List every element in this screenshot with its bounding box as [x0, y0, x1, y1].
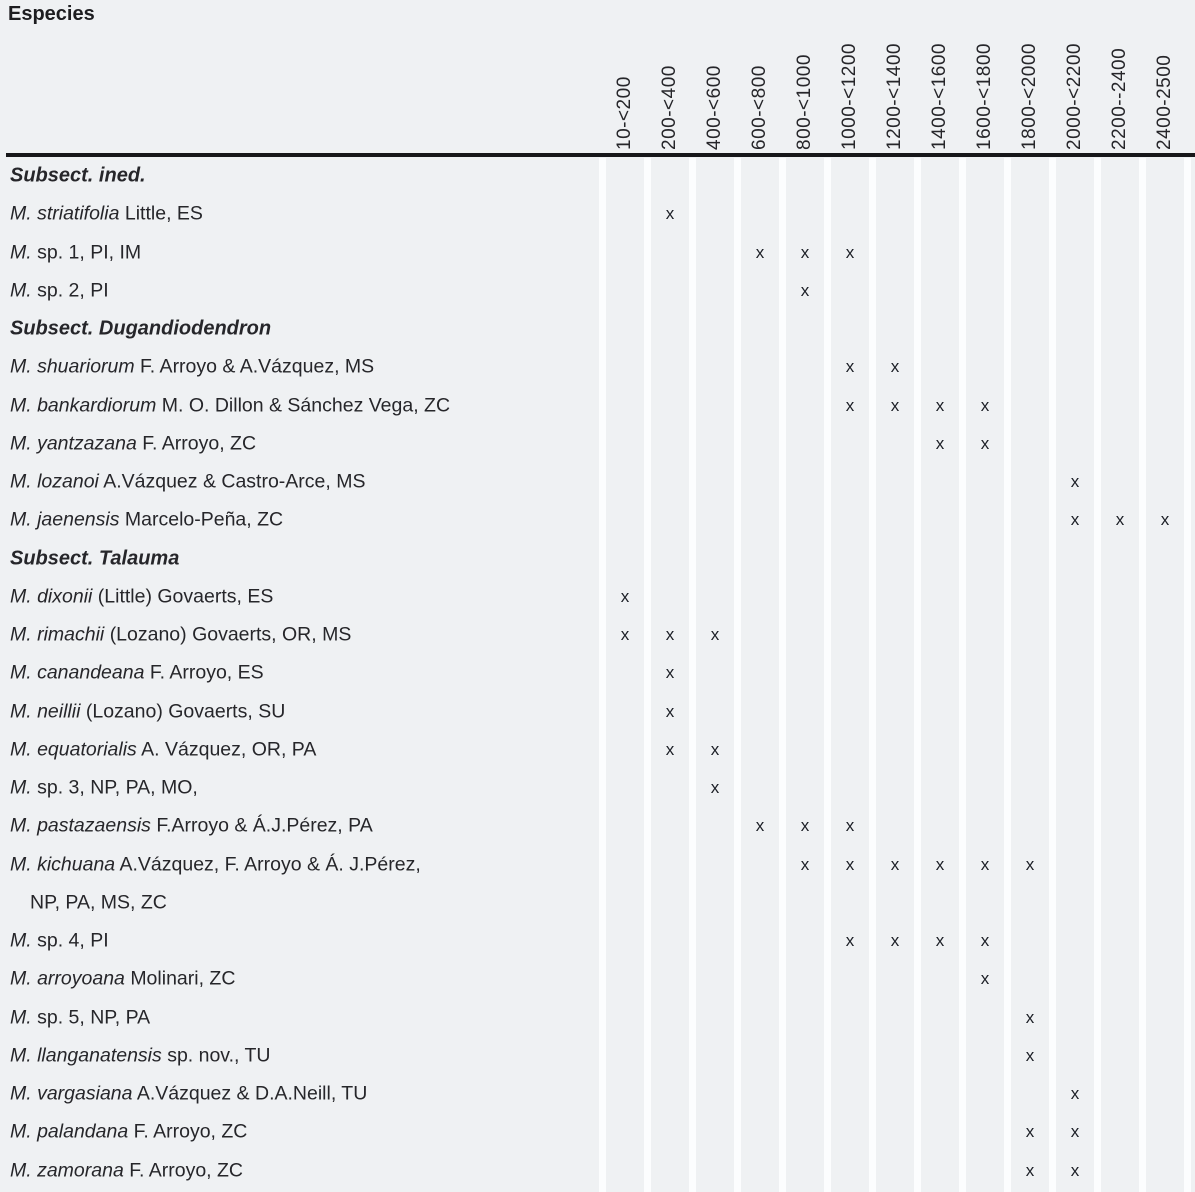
- species-name-label: [10, 1121, 247, 1144]
- species-epithet-italic: M.: [10, 776, 32, 799]
- species-row: [0, 846, 1195, 884]
- species-name-label: [10, 930, 109, 953]
- species-row: [0, 578, 1195, 616]
- presence-mark: x: [800, 280, 810, 300]
- species-author-and-region: M. O. Dillon & Sánchez Vega, ZC: [161, 394, 451, 416]
- section-row: [0, 310, 1195, 348]
- section-row: [0, 157, 1195, 195]
- presence-mark: x: [1025, 1122, 1035, 1142]
- species-author-and-region: F. Arroyo, ZC: [129, 1159, 243, 1181]
- species-row: [0, 1037, 1195, 1075]
- species-name-label: [10, 700, 285, 723]
- species-author-and-region: sp. 4, PI: [37, 929, 109, 952]
- column-header-elevation-band: 200-<400: [659, 65, 680, 150]
- species-name-label: [10, 585, 273, 608]
- presence-mark: x: [935, 433, 945, 453]
- presence-mark: x: [1160, 510, 1170, 530]
- presence-mark: x: [755, 242, 765, 262]
- species-name-label: [10, 394, 450, 417]
- species-author-and-region: Little, ES: [124, 202, 203, 225]
- species-author-and-region: F. Arroyo, ZC: [142, 432, 257, 455]
- presence-mark: x: [665, 663, 675, 683]
- column-header-elevation-band: 1800-<2000: [1019, 43, 1040, 150]
- species-author-and-region: sp. nov., TU: [167, 1044, 271, 1067]
- column-header-elevation-band: 600-<800: [749, 65, 770, 150]
- species-name-label: [10, 1083, 367, 1106]
- species-author-and-region: Marcelo-Peña, ZC: [124, 508, 284, 531]
- species-name-label: [10, 432, 256, 455]
- presence-mark: x: [1025, 1160, 1035, 1180]
- column-header-elevation-band: 1600-<1800: [974, 43, 995, 150]
- presence-mark: x: [845, 357, 855, 377]
- presence-mark: x: [800, 816, 810, 836]
- species-epithet-italic: M. neillii: [10, 700, 81, 722]
- species-name-label: [10, 624, 351, 647]
- presence-mark: x: [845, 931, 855, 950]
- presence-mark: x: [845, 242, 855, 262]
- presence-mark: x: [665, 739, 675, 759]
- species-name-label: [10, 1159, 243, 1182]
- species-author-and-region: A.Vázquez & Castro-Arce, MS: [103, 470, 366, 493]
- column-header-elevation-band: 800-<1000: [794, 54, 815, 150]
- species-author-and-region: (Little) Govaerts, ES: [97, 585, 274, 608]
- subsection-label: Subsect. Talauma: [10, 547, 180, 569]
- species-row-continuation: [0, 884, 1195, 922]
- species-name-label: [30, 891, 167, 914]
- species-author-and-region: A. Vázquez, OR, PA: [141, 738, 317, 761]
- presence-mark: x: [1025, 1007, 1035, 1027]
- species-row: [0, 1113, 1195, 1151]
- species-author-and-region: F. Arroyo, ES: [149, 661, 264, 684]
- species-row: [0, 463, 1195, 501]
- column-header-elevation-band: 2000-<2200: [1064, 43, 1085, 150]
- presence-mark: x: [800, 242, 810, 262]
- species-epithet-italic: M.: [10, 1006, 32, 1028]
- column-header-elevation-band: 2400-2500: [1154, 54, 1175, 150]
- species-name-label: [10, 815, 373, 838]
- species-row: [0, 616, 1195, 654]
- species-epithet-italic: M. llanganatensis: [10, 1044, 162, 1067]
- species-row: [0, 1075, 1195, 1113]
- species-row: [0, 807, 1195, 845]
- presence-mark: x: [800, 854, 810, 874]
- species-row: [0, 769, 1195, 807]
- species-epithet-italic: M. dixonii: [10, 585, 93, 608]
- presence-mark: x: [980, 395, 990, 415]
- species-row: [0, 922, 1195, 960]
- presence-mark: x: [935, 395, 945, 415]
- presence-mark: x: [1070, 1122, 1080, 1142]
- presence-mark: x: [980, 969, 990, 989]
- presence-mark: x: [890, 357, 900, 377]
- presence-mark: x: [1115, 510, 1125, 530]
- species-author-and-region: (Lozano) Govaerts, SU: [85, 700, 286, 722]
- presence-mark: x: [980, 854, 990, 874]
- species-name-label: [10, 279, 109, 302]
- species-author-and-region: sp. 3, NP, PA, MO,: [37, 776, 198, 799]
- presence-mark: x: [935, 854, 945, 874]
- presence-mark: x: [1025, 1045, 1035, 1065]
- presence-mark: x: [1070, 1160, 1080, 1180]
- species-row: [0, 693, 1195, 731]
- presence-mark: x: [665, 701, 675, 721]
- presence-mark: x: [710, 625, 720, 644]
- presence-mark: x: [845, 395, 855, 415]
- species-row: [0, 195, 1195, 233]
- species-row: [0, 425, 1195, 463]
- species-epithet-italic: M. equatorialis: [10, 738, 137, 761]
- presence-mark: x: [1025, 854, 1035, 874]
- species-author-and-region: NP, PA, MS, ZC: [30, 891, 167, 914]
- presence-mark: x: [1070, 1084, 1080, 1103]
- presence-mark: x: [710, 778, 720, 797]
- species-name-label: [10, 471, 365, 494]
- presence-mark: x: [890, 395, 900, 415]
- species-row: [0, 501, 1195, 539]
- presence-mark: x: [890, 854, 900, 874]
- presence-mark: x: [980, 931, 990, 950]
- species-name-label: [10, 1006, 150, 1029]
- species-author-and-region: A.Vázquez, F. Arroyo & Á. J.Pérez,: [119, 853, 421, 875]
- species-epithet-italic: M. palandana: [10, 1120, 129, 1143]
- presence-mark: x: [665, 204, 675, 224]
- presence-mark: x: [890, 931, 900, 950]
- column-header-elevation-band: 2200--2400: [1109, 47, 1130, 150]
- species-epithet-italic: M.: [10, 241, 32, 263]
- species-epithet-italic: M. striatifolia: [10, 202, 120, 225]
- species-name-label: [10, 853, 421, 876]
- species-row: [0, 1152, 1195, 1190]
- species-author-and-region: F.Arroyo & Á.J.Pérez, PA: [156, 814, 373, 837]
- species-author-and-region: (Lozano) Govaerts, OR, MS: [109, 623, 352, 646]
- species-row: [0, 999, 1195, 1037]
- species-name-label: [10, 509, 283, 532]
- presence-mark: x: [980, 433, 990, 453]
- species-row: [0, 731, 1195, 769]
- presence-mark: x: [710, 739, 720, 759]
- species-epithet-italic: M.: [10, 279, 32, 302]
- species-epithet-italic: M. zamorana: [10, 1159, 124, 1181]
- species-author-and-region: sp. 5, NP, PA: [37, 1006, 151, 1028]
- column-header-elevation-band: 1000-<1200: [839, 43, 860, 150]
- presence-mark: x: [665, 625, 675, 644]
- presence-mark: x: [935, 931, 945, 950]
- column-header-elevation-band: 1400-<1600: [929, 43, 950, 150]
- species-row: [0, 654, 1195, 692]
- species-author-and-region: F. Arroyo & A.Vázquez, MS: [140, 355, 375, 378]
- presence-mark: x: [1070, 472, 1080, 491]
- species-name-label: [10, 968, 235, 991]
- species-author-and-region: sp. 1, PI, IM: [37, 241, 142, 263]
- column-header-elevation-band: 400-<600: [704, 65, 725, 150]
- species-author-and-region: F. Arroyo, ZC: [133, 1120, 248, 1143]
- presence-mark: x: [620, 586, 630, 606]
- species-column-header: Especies: [8, 3, 95, 25]
- column-header-elevation-band: 1200-<1400: [884, 43, 905, 150]
- presence-mark: x: [845, 854, 855, 874]
- species-author-and-region: A.Vázquez & D.A.Neill, TU: [136, 1082, 368, 1105]
- column-header-elevation-band: 10-<200: [614, 76, 635, 150]
- species-epithet-italic: M. canandeana: [10, 661, 145, 684]
- species-epithet-italic: M. lozanoi: [10, 470, 99, 493]
- species-name-label: [10, 1044, 271, 1067]
- species-name-label: [10, 203, 203, 226]
- species-epithet-italic: M. vargasiana: [10, 1082, 133, 1105]
- presence-mark: x: [755, 816, 765, 836]
- species-epithet-italic: M. bankardiorum: [10, 394, 157, 416]
- subsection-label: Subsect. Dugandiodendron: [10, 317, 272, 340]
- species-epithet-italic: M. kichuana: [10, 853, 116, 875]
- species-name-label: [10, 356, 374, 379]
- presence-mark: x: [845, 816, 855, 836]
- section-row: [0, 540, 1195, 578]
- presence-mark: x: [620, 625, 630, 644]
- species-name-label: [10, 738, 316, 761]
- species-row: [0, 272, 1195, 310]
- subsection-label: Subsect. ined.: [10, 164, 146, 187]
- species-epithet-italic: M. rimachii: [10, 623, 105, 646]
- presence-mark: x: [1070, 510, 1080, 530]
- species-epithet-italic: M. yantzazana: [10, 432, 137, 455]
- species-epithet-italic: M. pastazaensis: [10, 814, 151, 837]
- species-author-and-region: sp. 2, PI: [37, 279, 109, 302]
- species-epithet-italic: M. shuariorum: [10, 355, 135, 378]
- species-name-label: [10, 777, 198, 800]
- species-row: [0, 348, 1195, 386]
- species-row: [0, 387, 1195, 425]
- species-row: [0, 234, 1195, 272]
- species-epithet-italic: M. jaenensis: [10, 508, 120, 531]
- species-name-label: [10, 241, 141, 264]
- species-epithet-italic: M.: [10, 929, 32, 952]
- species-name-label: [10, 662, 264, 685]
- species-row: [0, 960, 1195, 998]
- species-epithet-italic: M. arroyoana: [10, 967, 125, 990]
- species-author-and-region: Molinari, ZC: [130, 967, 236, 990]
